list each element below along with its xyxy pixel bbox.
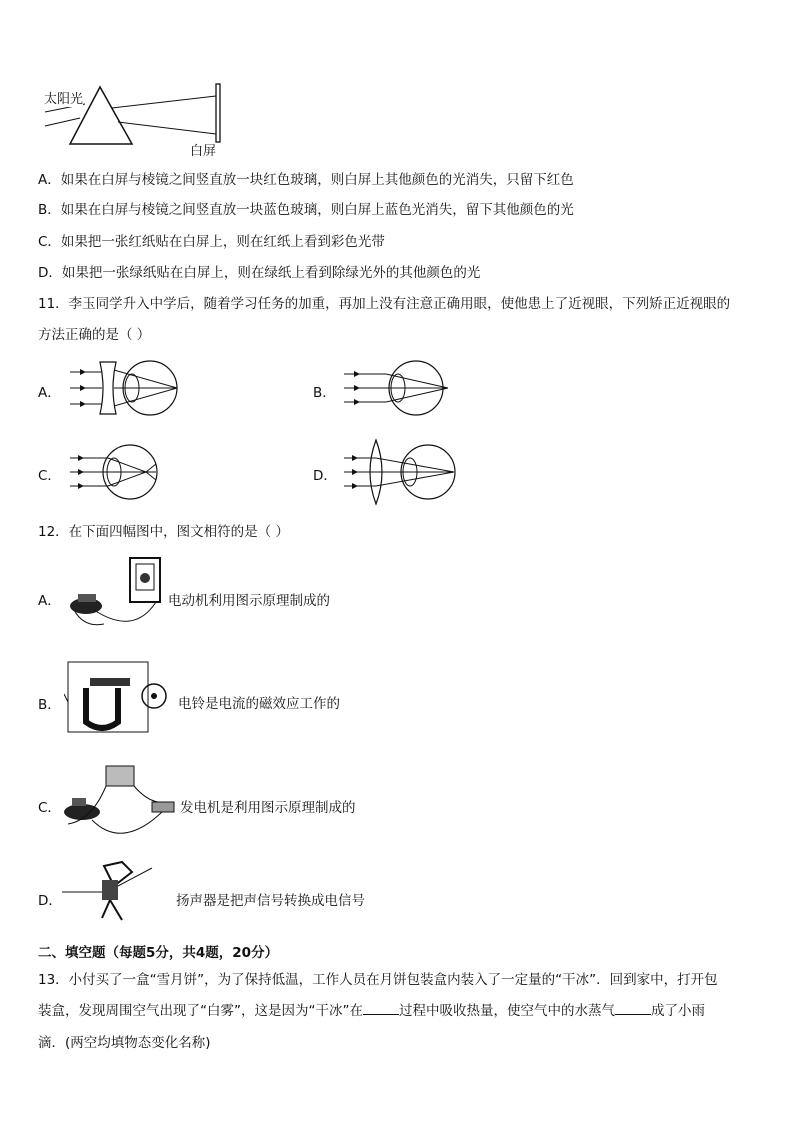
q13-blank-1[interactable]: [363, 1002, 399, 1015]
q12-figure-d: [62, 858, 172, 926]
q10-option-d: D．如果把一张绿纸贴在白屏上，则在绿纸上看到除绿光外的其他颜色的光: [38, 265, 481, 281]
q12-label-c: C．: [38, 800, 61, 816]
q10-option-c: C．如果把一张红纸贴在白屏上，则在红纸上看到彩色光带: [38, 234, 385, 250]
q12-caption-c: 发电机是利用图示原理制成的: [180, 800, 356, 816]
q11-stem-line1: 11．李玉同学升入中学后，随着学习任务的加重，再加上没有注意正确用眼，使他患上了近视眼，下列矫正近视眼的: [38, 296, 731, 312]
eye-myopia-diagram: [340, 356, 460, 420]
q12-figure-c: [62, 760, 180, 844]
sunlight-label: 太阳光: [44, 88, 83, 107]
generator-setup-diagram: [62, 760, 180, 840]
q12-caption-b: 电铃是电流的磁效应工作的: [178, 696, 340, 712]
section-2-title: 二、填空题（每题5分，共4题，20分）: [38, 945, 279, 961]
q13-line2-part1: 装盒，发现周围空气出现了“白雾”，这是因为“干冰”在: [38, 1003, 363, 1019]
q12-label-a: A．: [38, 593, 61, 609]
q11-label-b: B．: [313, 385, 336, 401]
eye-convex-lens-diagram: [340, 436, 460, 508]
q13-line2-part3: 成了小雨: [650, 1003, 705, 1019]
q13-line3: 滴．(两空均填物态变化名称): [38, 1035, 211, 1051]
q11-figure-c: [66, 440, 176, 508]
q11-label-d: D．: [313, 468, 337, 484]
q10-option-b: B．如果在白屏与棱镜之间竖直放一块蓝色玻璃，则白屏上蓝色光消失，留下其他颜色的光: [38, 202, 574, 218]
q11-figure-a: [66, 356, 186, 424]
q12-stem: 12．在下面四幅图中，图文相符的是（ ）: [38, 524, 289, 540]
q12-label-d: D．: [38, 893, 62, 909]
q11-label-c: C．: [38, 468, 61, 484]
q13-line2-part2: 过程中吸收热量，使空气中的水蒸气: [398, 1003, 615, 1019]
q11-label-a: A．: [38, 385, 61, 401]
q11-stem-line2: 方法正确的是（ ）: [38, 327, 151, 343]
q12-label-b: B．: [38, 697, 61, 713]
q13-blank-2[interactable]: [615, 1002, 651, 1015]
prism-figure: [40, 82, 240, 157]
q13-line1: 13．小付买了一盒“雪月饼”，为了保持低温，工作人员在月饼包装盒内装入了一定量的“干冰”．回到家中，打开包: [38, 972, 718, 988]
eye-focus-inside-diagram: [66, 440, 176, 504]
q11-figure-d: [340, 436, 460, 512]
electric-bell-diagram: [64, 658, 176, 738]
eye-concave-lens-diagram: [66, 356, 186, 420]
q11-figure-b: [340, 356, 460, 424]
screen-label: 白屏: [190, 144, 217, 159]
loudspeaker-diagram: [62, 858, 172, 922]
q12-figure-b: [64, 658, 176, 742]
q12-caption-d: 扬声器是把声信号转换成电信号: [176, 893, 365, 909]
electromagnetic-induction-diagram: [64, 556, 174, 636]
q12-caption-a: 电动机利用图示原理制成的: [168, 593, 330, 609]
q13-line2: [38, 999, 705, 1019]
q10-option-a: A．如果在白屏与棱镜之间竖直放一块红色玻璃，则白屏上其他颜色的光消失，只留下红色: [38, 172, 574, 188]
q12-figure-a: [64, 556, 174, 640]
